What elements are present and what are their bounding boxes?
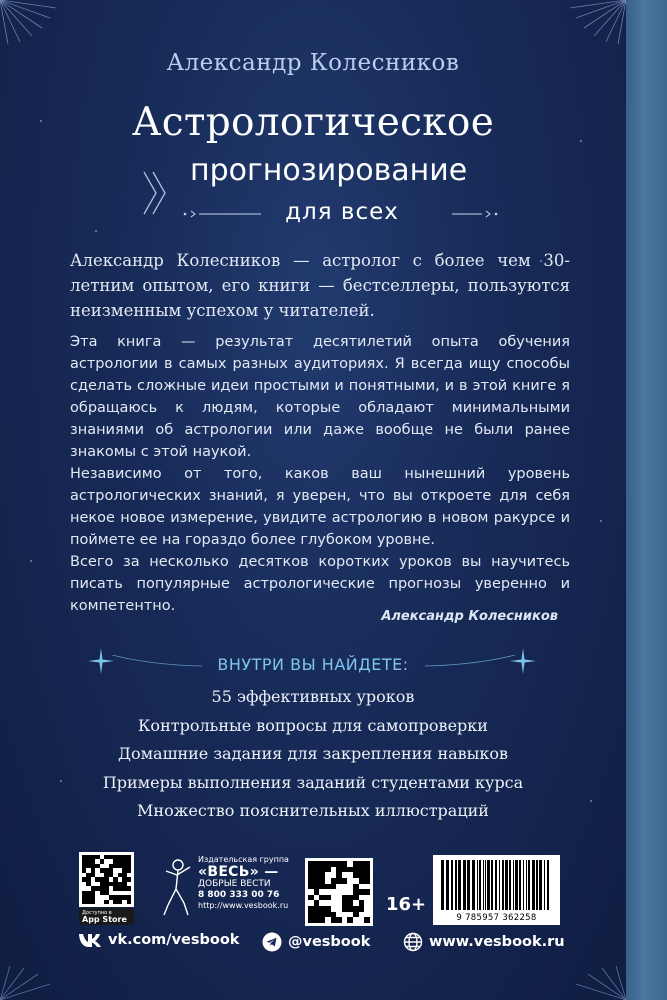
telegram-icon <box>262 932 282 952</box>
social-vk[interactable] <box>78 932 239 948</box>
inside-list <box>0 683 626 826</box>
list-item: Множество пояснительных иллюстраций <box>137 801 489 820</box>
book-spine <box>626 0 667 1000</box>
description-body <box>70 331 570 617</box>
list-item: 55 эффективных уроков <box>211 687 415 706</box>
list-item: Примеры выполнения заданий студентами курса <box>102 772 524 792</box>
sparkle-line-right <box>425 655 515 667</box>
app-store-badge[interactable] <box>79 908 134 925</box>
book-title-line3: для всех <box>285 199 399 225</box>
crescent-moon-icon <box>117 175 139 205</box>
description-paragraph: Эта книга — результат десятилетий опыта обучения астрологии в самых разных аудиториях. Я всегда ищу способы сделать сложные идеи простыми и понятными, и в этой книге я обращаюсь к людям, которые обладают минимальными знаниями об астрологии или даже вообще не были ранее знакомы с этой наукой. <box>70 334 570 460</box>
barcode-bars <box>439 860 554 910</box>
star-decoration <box>30 560 32 562</box>
list-item: Контрольные вопросы для самопроверки <box>138 715 488 735</box>
social-web[interactable] <box>403 932 565 952</box>
telegram-link[interactable]: @vesbook <box>288 934 371 950</box>
qr-pattern <box>82 855 131 904</box>
web-link[interactable]: www.vesbook.ru <box>429 934 565 950</box>
qr-code-app[interactable] <box>79 852 134 907</box>
publisher-phone: 8 800 333 00 76 <box>198 890 280 900</box>
vk-link[interactable]: vk.com/vesbook <box>108 932 240 948</box>
publisher-url[interactable]: http://www.vesbook.ru <box>198 901 289 910</box>
publisher-name: «ВЕСЬ» — <box>198 864 279 880</box>
author-name: Александр Колесников <box>166 50 460 76</box>
star-decoration <box>600 520 602 522</box>
qr-code-site[interactable] <box>305 858 373 926</box>
publisher-logo-icon <box>160 857 194 919</box>
right-ornament-icon <box>452 209 498 219</box>
description-paragraph: Всего за несколько десятков коротких уроков вы научитесь писать популярные астрологические прогнозы уверенно и компетентно. <box>70 554 570 614</box>
sunburst-bottom-left-icon <box>0 960 70 1000</box>
app-store-label: App Store <box>82 915 127 924</box>
publisher-group: Издательская группа <box>198 855 289 864</box>
star-decoration <box>95 230 97 232</box>
social-telegram[interactable] <box>262 932 370 952</box>
author-signature: Александр Колесников <box>381 609 558 624</box>
isbn-barcode <box>433 855 560 925</box>
app-store-small-label: Доступно в <box>82 910 112 916</box>
sunburst-bottom-right-icon <box>556 960 626 1000</box>
age-rating: 16+ <box>386 894 427 915</box>
qr-pattern <box>308 861 370 923</box>
publisher-text <box>198 855 308 911</box>
vk-icon <box>78 932 102 948</box>
double-chevron-icon <box>140 168 170 218</box>
author-intro: Александр Колесников — астролог с более чем 30-летним опытом, его книги — бестселлеры, пользуются неизменным успехом у читателей. <box>70 251 570 320</box>
book-title-line1: Астрологическое <box>131 100 495 145</box>
globe-icon <box>403 932 423 952</box>
description-paragraph: Независимо от того, каков ваш нынешний уровень астрологических знаний, я уверен, что вы откроете для себя некое новое измерение, увидите астрологию в новом ракурсе и поймете ее на гораздо более глубоком уровне. <box>70 466 570 548</box>
list-item: Домашние задания для закрепления навыков <box>117 744 509 763</box>
publisher-tagline: ДОБРЫЕ ВЕСТИ <box>198 879 271 889</box>
isbn-number: 9 785957 362258 <box>456 913 537 923</box>
sparkle-right-icon <box>510 648 536 674</box>
book-title-line2: прогнозирование <box>190 153 468 188</box>
publisher-block <box>160 855 300 925</box>
inside-heading: ВНУТРИ ВЫ НАЙДЕТЕ: <box>217 655 409 674</box>
